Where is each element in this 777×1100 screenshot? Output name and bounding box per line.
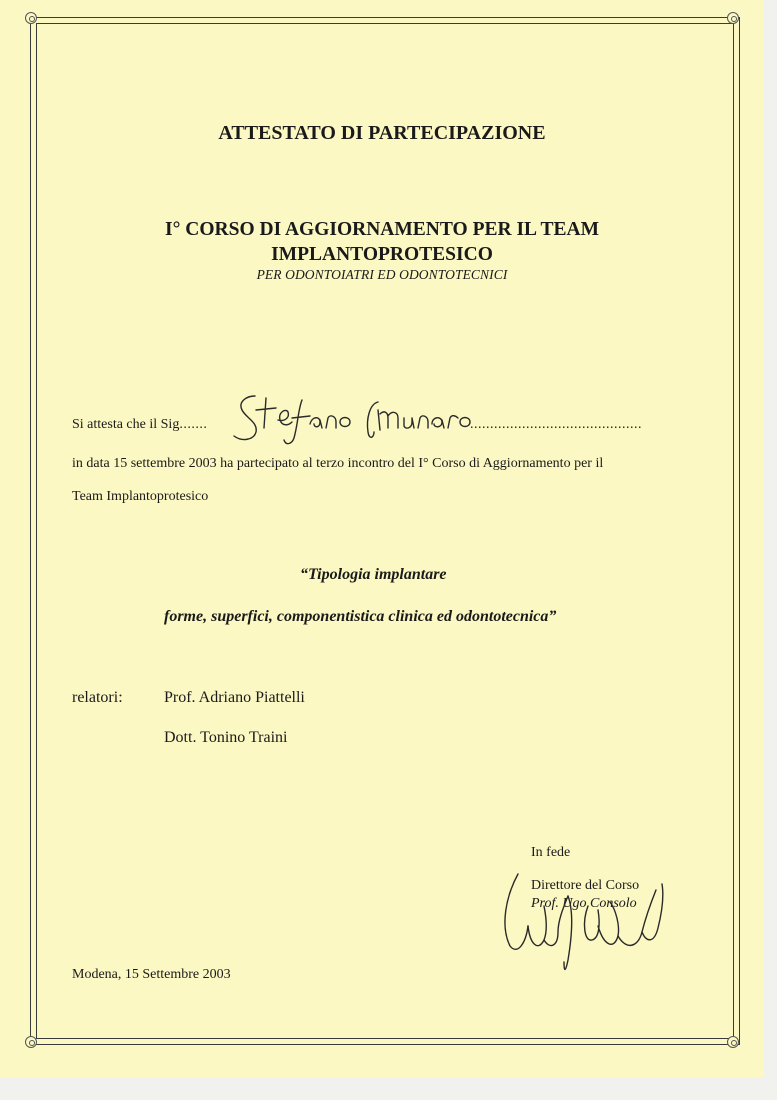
leader-dots: ....... [179,417,208,432]
attest-line [72,417,207,433]
attest-label: Si attesta che il Sig [72,417,180,432]
director-name: Prof. Ugo Consolo [531,896,637,911]
corner-ornament [727,12,739,24]
speakers-label: relatori: [72,689,123,706]
place-and-date: Modena, 15 Settembre 2003 [72,967,231,982]
corner-ornament [25,1036,37,1048]
corner-ornament [25,12,37,24]
body-line-1: in data 15 settembre 2003 ha partecipato al terzo incontro del I° Corso di Aggiornamento per il [72,456,604,471]
course-subtitle: PER ODONTOIATRI ED ODONTOTECNICI [256,267,508,282]
in-fede-label: In fede [531,845,571,860]
corner-ornament [727,1036,739,1048]
director-signature [492,866,670,978]
course-title-line2: IMPLANTOPROTESICO [271,244,493,265]
director-title: Direttore del Corso [531,878,640,893]
topic-title-line2: forme, superfici, componentistica clinica ed odontotecnica” [164,608,557,625]
leader-dots: ........................................... [470,417,642,432]
body-line-2: Team Implantoprotesico [72,489,209,504]
topic-title-line1: “Tipologia implantare [300,566,447,583]
speaker-1: Prof. Adriano Piattelli [164,689,305,706]
course-title-line1: I° CORSO DI AGGIORNAMENTO PER IL TEAM [165,219,599,240]
certificate-title: ATTESTATO DI PARTECIPAZIONE [218,122,546,144]
speaker-2: Dott. Tonino Traini [164,729,288,746]
participant-name-handwriting [228,388,478,450]
